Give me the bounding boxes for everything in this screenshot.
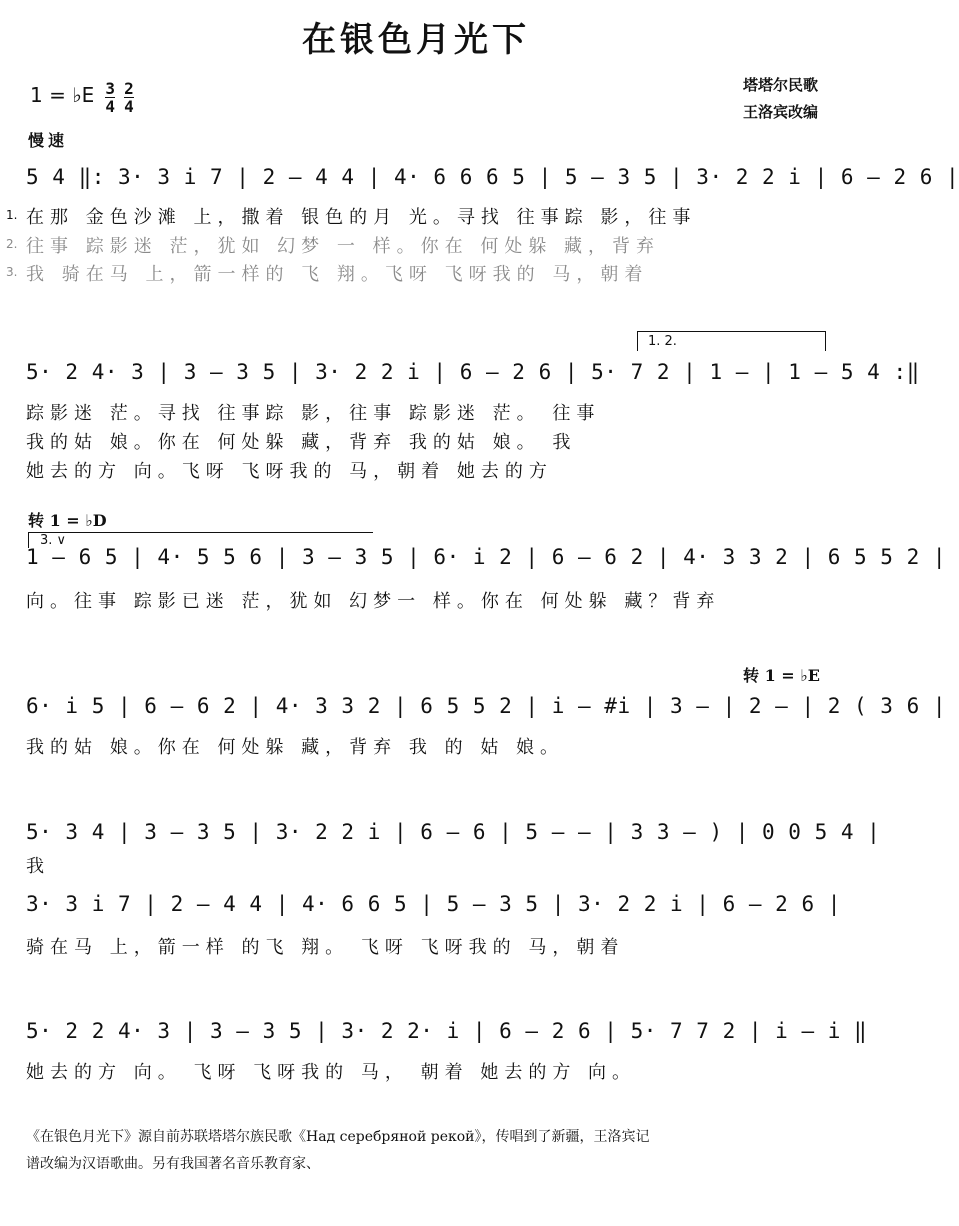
staff-line-1: 5 4 ‖: 3· 3 i 7 | 2 – 4 4 | 4· 6 6 6 5 | 5 – 3 5 | 3· 2 2 i | 6 – 2 6 | [26,165,959,189]
lyric-line-2-verse-3: 她去的方 向。飞呀 飞呀我的 马，朝着 她去的方 [26,461,553,482]
verse-number-3: 3. [6,265,18,279]
modulation-marking-2: 转 1 = ♭E [743,666,820,685]
verse-number-1: 1. [6,208,18,222]
tempo-marking: 慢速 [28,131,69,150]
lyric-line-2-verse-2: 我的姑 娘。你在 何处躲 藏，背弃 我的姑 娘。 我 [26,432,577,453]
staff-line-2: 5· 2 4· 3 | 3 – 3 5 | 3· 2 2 i | 6 – 2 6 | 5· 7 2 | 1 – | 1 – 5 4 :‖ [26,360,920,384]
credit-origin: 塔塔尔民歌 [742,76,818,94]
time-signature-1: $\frac{3}{4}$ [105,79,116,116]
credit-arranger: 王洛宾改编 [742,103,818,121]
key-signature-block [30,80,134,115]
verse-number-2: 2. [6,237,18,251]
volta-bracket-1-start [637,331,638,351]
lyric-line-1-verse-2: 往事 踪影迷 茫，犹如 幻梦 一 样。你在 何处躲 藏，背弃 [26,236,661,257]
key-signature: 1 = ♭E [30,83,95,107]
lyric-line-6: 骑在马 上，箭一样 的飞 翔。 飞呀 飞呀我的 马，朝着 [26,937,625,958]
volta-label-1: 1. 2. [648,334,677,349]
time-signature-2: $\frac{2}{4}$ [124,79,134,116]
lyric-line-1-verse-1: 在那 金色沙滩 上，撒着 银色的月 光。寻找 往事踪 影，往事 [26,207,697,228]
staff-line-4: 6· i 5 | 6 – 6 2 | 4· 3 3 2 | 6 5 5 2 | i – #i | 3 – | 2 – | 2 ( 3 6 | [26,694,947,718]
lyric-line-7: 她去的方 向。 飞呀 飞呀我的 马， 朝着 她去的方 向。 [26,1062,637,1083]
footnote-line-1: 《在银色月光下》源自前苏联塔塔尔族民歌《Над серебряной рекой》，传唱到了新疆，王洛宾记 [26,1129,650,1145]
lyric-line-1-verse-3: 我 骑在马 上，箭一样的 飞 翔。飞呀 飞呀我的 马，朝着 [26,264,649,285]
lyric-line-5: 我 [26,856,50,877]
volta-label-3: 3. ∨ [40,533,67,548]
staff-line-6: 3· 3 i 7 | 2 – 4 4 | 4· 6 6 5 | 5 – 3 5 | 3· 2 2 i | 6 – 2 6 | [26,892,841,916]
lyric-line-3: 向。往事 踪影已迷 茫，犹如 幻梦一 样。你在 何处躲 藏？背弃 [26,591,721,612]
staff-line-7: 5· 2 2 4· 3 | 3 – 3 5 | 3· 2 2· i | 6 – 2 6 | 5· 7 7 2 | i – i ‖ [26,1019,868,1043]
volta-bracket-3 [28,532,373,533]
volta-bracket-1-end [825,331,826,351]
modulation-marking-1: 转 1 = ♭D [28,511,107,530]
song-title: 在银色月光下 [302,20,530,60]
volta-bracket-1 [637,331,825,332]
footnote-line-2: 谱改编为汉语歌曲。另有我国著名音乐教育家、 [26,1156,320,1172]
lyric-line-4: 我的姑 娘。你在 何处躲 藏，背弃 我 的 姑 娘。 [26,737,565,758]
lyric-line-2-verse-1: 踪影迷 茫。寻找 往事踪 影，往事 踪影迷 茫。 往事 [26,403,601,424]
staff-line-3: 1 – 6 5 | 4· 5 5 6 | 3 – 3 5 | 6· i 2 | 6 – 6 2 | 4· 3 3 2 | 6 5 5 2 | [26,545,947,569]
staff-line-5: 5· 3 4 | 3 – 3 5 | 3· 2 2 i | 6 – 6 | 5 – – | 3 3 – ) | 0 0 5 4 | [26,820,881,844]
